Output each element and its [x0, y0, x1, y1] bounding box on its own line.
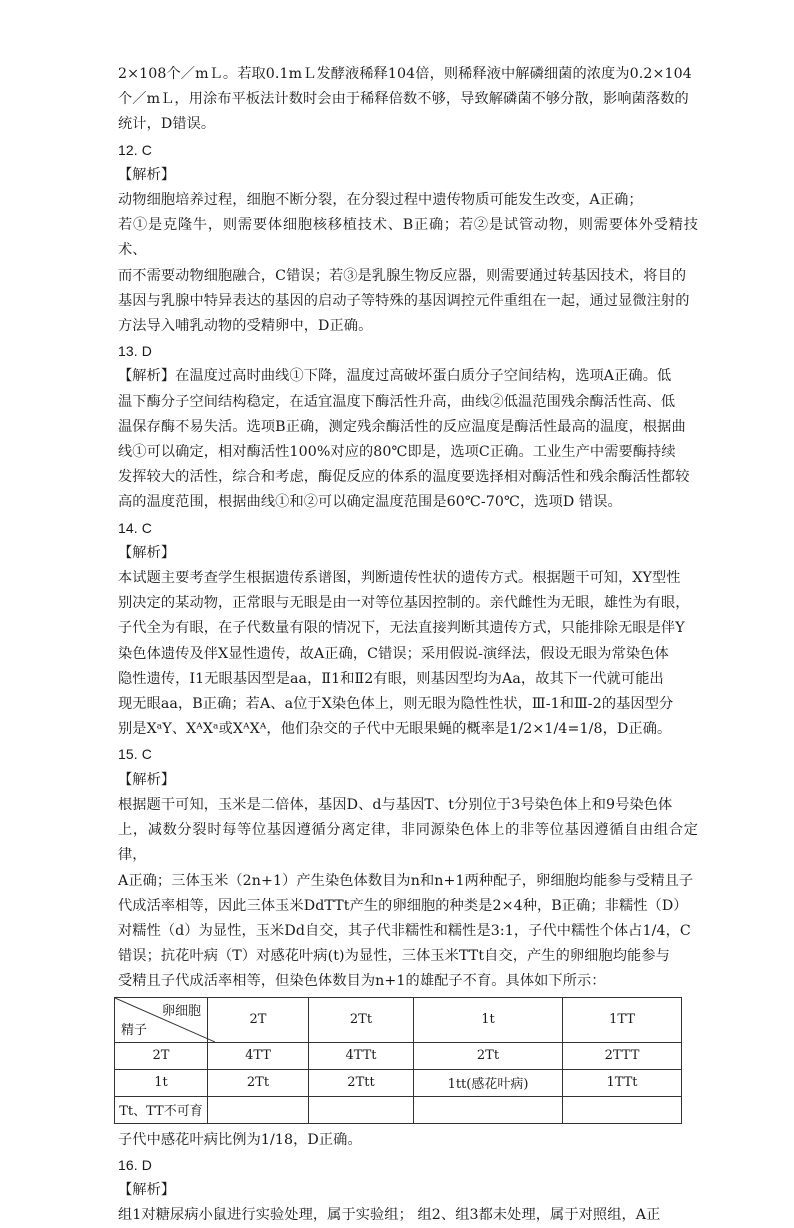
answer-16 [118, 1153, 698, 1228]
text-line: 别决定的某动物，正常眼与无眼是由一对等位基因控制的。亲代雌性为无眼，雄性为有眼， [118, 595, 690, 612]
analysis-tag: 【解析】 [118, 544, 176, 561]
analysis-tag: 【解析】 [118, 771, 176, 788]
question-number: 16. D [118, 1156, 152, 1173]
table-row [115, 1042, 682, 1069]
table-cell: 2Ttt [309, 1069, 414, 1096]
table-header: 2T [208, 997, 309, 1042]
table-row [115, 1096, 682, 1123]
table-row [115, 1069, 682, 1096]
table-corner-cell [115, 997, 208, 1042]
text-line: 代成活率相等，因此三体玉米DdTTt产生的卵细胞的种类是2×4种，B正确；非糯性（D） [118, 897, 688, 914]
table-header: 2Tt [309, 997, 414, 1042]
table-header-row [115, 997, 682, 1042]
text-line: 而不需要动物细胞融合，C错误；若③是乳腺生物反应器，则需要通过转基因技术，将目的 [118, 267, 687, 284]
text-line: 受精且子代成活率相等，但染色体数目为n+1的雄配子不育。具体如下所示： [118, 973, 606, 990]
text-line: 统计，D错误。 [118, 116, 216, 133]
corner-egg-label: 卵细胞 [161, 1003, 201, 1019]
text-line: 若①是克隆牛，则需要体细胞核移植技术、B正确；若②是试管动物，则需要体外受精技术、 [118, 217, 698, 259]
table-header: 1TT [563, 997, 682, 1042]
text-line: 线①可以确定，相对酶活性100%对应的80℃即是，选项C正确。工业生产中需要酶持续 [118, 444, 676, 461]
table-cell: 2TTT [563, 1042, 682, 1069]
question-number: 15. C [118, 746, 152, 763]
table-cell: 2Tt [414, 1042, 563, 1069]
text-line: 错误；抗花叶病（T）对感花叶病(t)为显性，三体玉米TTt自交，产生的卵细胞均能参与 [118, 948, 670, 965]
text-line: 基因与乳腺中特异表达的基因的启动子等特殊的基因调控元件重组在一起，通过显微注射的 [118, 292, 690, 309]
text-line: 2×108个／mＬ。若取0.1mＬ发酵液稀释104倍，则稀释液中解磷细菌的浓度为0.2×104 [118, 66, 692, 82]
text-line: 别是XᵃY、XᴬXᵃ或XᴬXᴬ，他们杂交的子代中无眼果蝇的概率是1/2×1/4=1/8，D正确。 [118, 721, 672, 738]
text-line: A正确；三体玉米（2n+1）产生染色体数目为n和n+1两种配子，卵细胞均能参与受精且子 [118, 872, 694, 889]
text-line: 发挥较大的活性，综合和考虑，酶促反应的体系的温度要选择相对酶活性和残余酶活性都较 [118, 469, 690, 486]
analysis-tag: 【解析】 [118, 1181, 176, 1198]
table-cell: 4TT [208, 1042, 309, 1069]
text-line: 温保存酶不易失活。选项B正确，测定残余酶活性的反应温度是酶活性最高的温度，根据曲 [118, 418, 686, 435]
question-number: 13. D [118, 343, 152, 360]
table-cell: 2T [115, 1042, 208, 1069]
text-line: 子代中感花叶病比例为1/18，D正确。 [118, 1131, 362, 1148]
analysis-tag: 【解析】 [118, 166, 176, 183]
text-line: 【解析】在温度过高时曲线①下降，温度过高破坏蛋白质分子空间结构，选项A正确。低 [118, 368, 672, 385]
corner-sperm-label: 精子 [121, 1022, 148, 1038]
table-cell: 1tt(感花叶病) [414, 1069, 563, 1096]
text-line: 隐性遗传，Ⅰ1无眼基因型是aa，Ⅱ1和Ⅱ2有眼，则基因型均为Aa，故其下一代就可能出 [118, 670, 664, 687]
text-line: 子代全为有眼，在子代数量有限的情况下，无法直接判断其遗传方式，只能排除无眼是伴Y [118, 620, 685, 637]
table-cell [208, 1096, 309, 1123]
text-line: 对糯性（d）为显性，玉米Dd自交，其子代非糯性和糯性是3:1，子代中糯性个体占1/4，C [118, 922, 691, 939]
answer-11-continuation [118, 62, 698, 138]
document-content [118, 62, 698, 1228]
table-cell [563, 1096, 682, 1123]
table-cell: 1TTt [563, 1069, 682, 1096]
question-number: 14. C [118, 519, 152, 536]
answer-14 [118, 516, 698, 743]
text-line: 上，减数分裂时每等位基因遵循分离定律，非同源染色体上的非等位基因遵循自由组合定律， [118, 822, 698, 864]
question-number: 12. C [118, 141, 152, 158]
text-line: 温下酶分子空间结构稳定，在适宜温度下酶活性升高，曲线②低温范围残余酶活性高、低 [118, 393, 676, 410]
text-line: 方法导入哺乳动物的受精卵中，D正确。 [118, 318, 373, 335]
punnett-table [114, 997, 682, 1124]
table-cell [309, 1096, 414, 1123]
text-line: 染色体遗传及伴X显性遗传，故A正确，C错误；采用假说-演绎法，假设无眼为常染色体 [118, 645, 669, 662]
answer-12 [118, 138, 698, 340]
text-line: 动物细胞培养过程，细胞不断分裂，在分裂过程中遗传物质可能发生改变，A正确； [118, 192, 643, 209]
table-cell [414, 1096, 563, 1123]
text-line: 根据题干可知，玉米是二倍体，基因D、d与基因T、t分别位于3号染色体上和9号染色体 [118, 796, 673, 813]
text-line: 组1对糖尿病小鼠进行实验处理，属于实验组； 组2、组3都未处理，属于对照组，A正 [118, 1207, 661, 1224]
table-cell: 4TTt [309, 1042, 414, 1069]
text-line: 高的温度范围，根据曲线①和②可以确定温度范围是60℃-70℃，选项D 错误。 [118, 494, 622, 511]
text-line: 现无眼aa，B正确；若A、a位于X染色体上，则无眼为隐性性状，Ⅲ-1和Ⅲ-2的基因型分 [118, 696, 674, 713]
table-cell: Tt、TT不可育 [115, 1096, 208, 1123]
table-cell: 2Tt [208, 1069, 309, 1096]
answer-13 [118, 339, 698, 515]
table-header: 1t [414, 997, 563, 1042]
text-line: 个／mＬ，用涂布平板法计数时会由于稀释倍数不够，导致解磷菌不够分散，影响菌落数的 [118, 91, 689, 108]
text-line: 本试题主要考查学生根据遗传系谱图，判断遗传性状的遗传方式。根据题干可知，XY型性 [118, 570, 681, 587]
answer-15 [118, 742, 698, 1152]
table-cell: 1t [115, 1069, 208, 1096]
